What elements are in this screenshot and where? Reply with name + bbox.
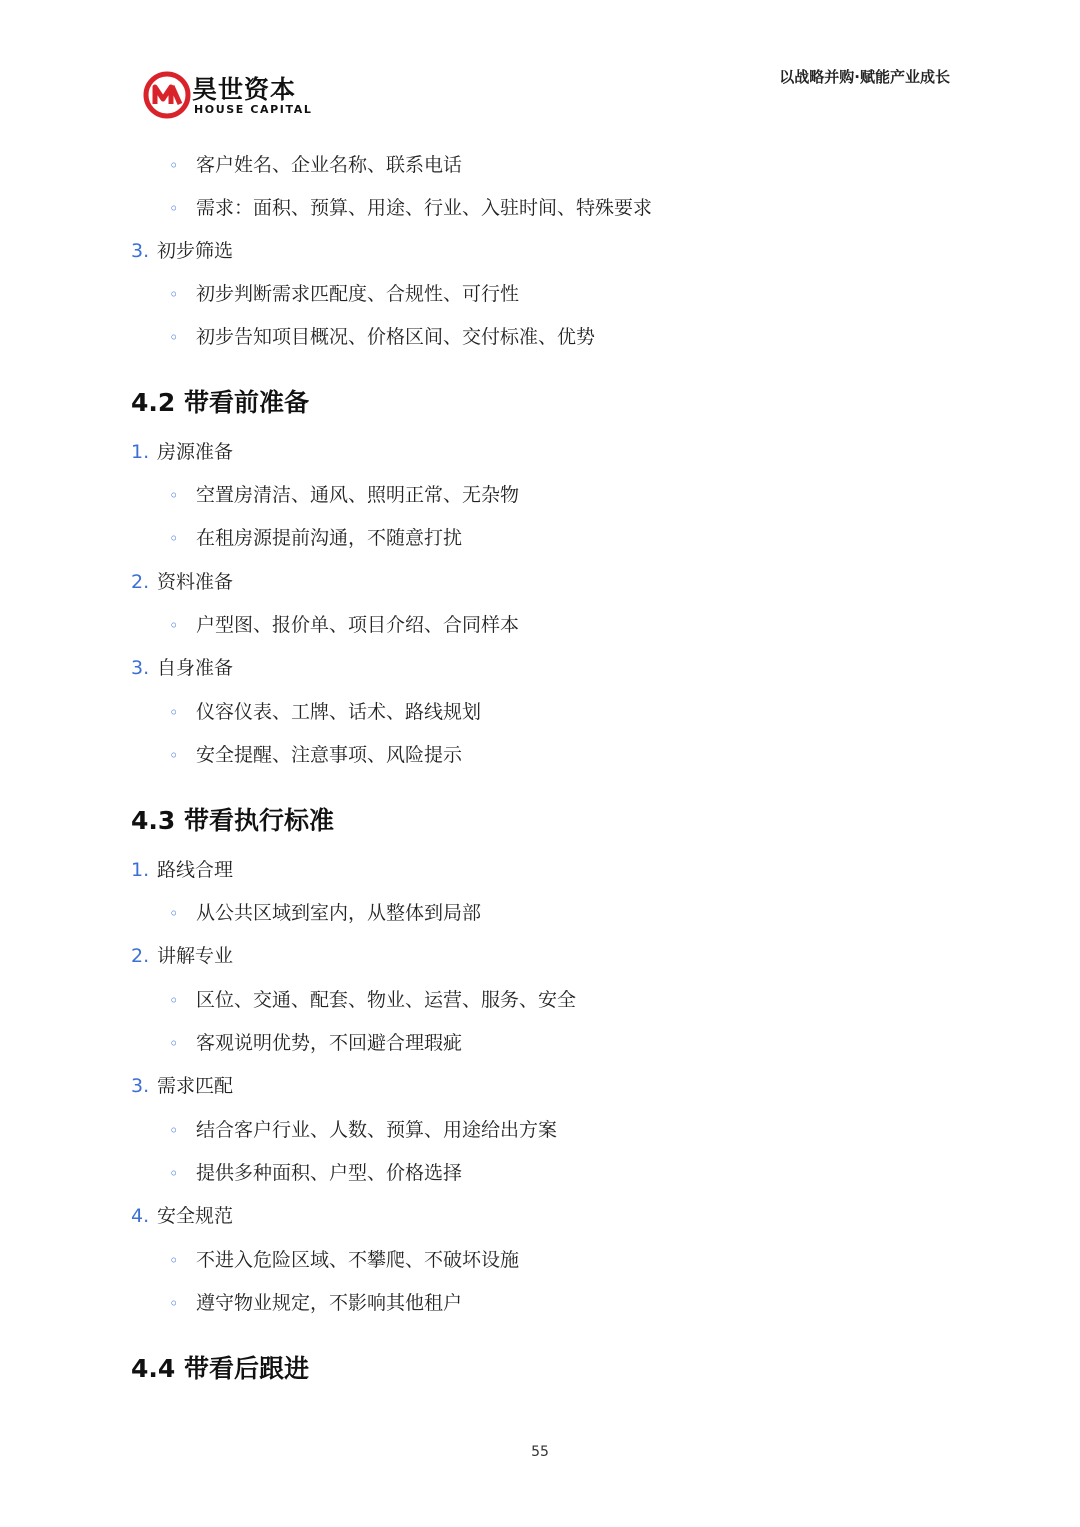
company-logo — [142, 70, 322, 120]
hollow-bullet-icon: ◦ — [169, 156, 179, 175]
hollow-bullet-icon: ◦ — [169, 904, 179, 923]
numbered-list-item — [131, 1071, 233, 1098]
list-item-text: 需求：面积、预算、用途、行业、入驻时间、特殊要求 — [196, 197, 653, 219]
list-item-text: 不进入危险区域、不攀爬、不破坏设施 — [196, 1249, 520, 1271]
numbered-list-item — [131, 236, 233, 263]
list-item-text: 从公共区域到室内，从整体到局部 — [196, 902, 482, 924]
hollow-bullet-icon: ◦ — [169, 1121, 179, 1140]
bullet-list-item — [169, 985, 576, 1012]
bullet-list-item — [169, 279, 519, 306]
hollow-bullet-icon: ◦ — [169, 1034, 179, 1053]
header-slogan: 以战略并购·赋能产业成长 — [779, 68, 950, 86]
list-item-text: 安全提醒、注意事项、风险提示 — [196, 744, 463, 766]
page-header — [0, 0, 1080, 140]
numbered-list-item — [131, 653, 233, 680]
list-item-text: 讲解专业 — [157, 945, 234, 967]
section-heading: 4.3 带看执行标准 — [131, 806, 334, 835]
logo-chinese-name: 昊世资本 — [192, 75, 297, 104]
list-number: 3. — [131, 657, 150, 679]
list-item-text: 客户姓名、企业名称、联系电话 — [196, 154, 463, 176]
list-item-text: 户型图、报价单、项目介绍、合同样本 — [196, 614, 520, 636]
list-item-text: 在租房源提前沟通，不随意打扰 — [196, 527, 463, 549]
bullet-list-item — [169, 193, 652, 220]
list-item-text: 结合客户行业、人数、预算、用途给出方案 — [196, 1119, 558, 1141]
list-item-text: 安全规范 — [157, 1205, 234, 1227]
list-item-text: 区位、交通、配套、物业、运营、服务、安全 — [196, 989, 577, 1011]
hollow-bullet-icon: ◦ — [169, 1294, 179, 1313]
bullet-list-item — [169, 150, 462, 177]
hollow-bullet-icon: ◦ — [169, 486, 179, 505]
hollow-bullet-icon: ◦ — [169, 991, 179, 1010]
numbered-list-item — [131, 855, 233, 882]
bullet-list-item — [169, 1288, 462, 1315]
bullet-list-item — [169, 1245, 519, 1272]
list-item-text: 资料准备 — [157, 571, 234, 593]
bullet-list-item — [169, 480, 519, 507]
bullet-list-item — [169, 1115, 557, 1142]
bullet-list-item — [169, 610, 519, 637]
numbered-list-item — [131, 941, 233, 968]
list-item-text: 路线合理 — [157, 859, 234, 881]
numbered-list-item — [131, 567, 233, 594]
bullet-list-item — [169, 523, 462, 550]
section-heading: 4.2 带看前准备 — [131, 388, 309, 417]
bullet-list-item — [169, 740, 462, 767]
hollow-bullet-icon: ◦ — [169, 328, 179, 347]
list-number: 1. — [131, 859, 150, 881]
hollow-bullet-icon: ◦ — [169, 746, 179, 765]
numbered-list-item — [131, 1201, 233, 1228]
logo-english-name: HOUSE CAPITAL — [194, 103, 313, 116]
hollow-bullet-icon: ◦ — [169, 285, 179, 304]
bullet-list-item — [169, 322, 595, 349]
section-heading: 4.4 带看后跟进 — [131, 1354, 309, 1383]
list-item-text: 空置房清洁、通风、照明正常、无杂物 — [196, 484, 520, 506]
list-item-text: 仪容仪表、工牌、话术、路线规划 — [196, 701, 482, 723]
list-item-text: 初步筛选 — [157, 240, 234, 262]
list-number: 2. — [131, 571, 150, 593]
list-item-text: 提供多种面积、户型、价格选择 — [196, 1162, 463, 1184]
list-number: 4. — [131, 1205, 150, 1227]
list-item-text: 客观说明优势，不回避合理瑕疵 — [196, 1032, 463, 1054]
bullet-list-item — [169, 1158, 462, 1185]
list-item-text: 初步判断需求匹配度、合规性、可行性 — [196, 283, 520, 305]
list-number: 1. — [131, 441, 150, 463]
list-item-text: 需求匹配 — [157, 1075, 234, 1097]
hollow-bullet-icon: ◦ — [169, 1164, 179, 1183]
list-item-text: 遵守物业规定，不影响其他租户 — [196, 1292, 463, 1314]
list-number: 2. — [131, 945, 150, 967]
list-item-text: 自身准备 — [157, 657, 234, 679]
list-item-text: 房源准备 — [157, 441, 234, 463]
bullet-list-item — [169, 697, 481, 724]
bullet-list-item — [169, 1028, 462, 1055]
bullet-list-item — [169, 898, 481, 925]
page-number: 55 — [531, 1444, 549, 1460]
hollow-bullet-icon: ◦ — [169, 199, 179, 218]
hollow-bullet-icon: ◦ — [169, 529, 179, 548]
numbered-list-item — [131, 437, 233, 464]
house-capital-logo-icon — [142, 70, 192, 120]
hollow-bullet-icon: ◦ — [169, 1251, 179, 1270]
hollow-bullet-icon: ◦ — [169, 703, 179, 722]
hollow-bullet-icon: ◦ — [169, 616, 179, 635]
list-number: 3. — [131, 1075, 150, 1097]
list-number: 3. — [131, 240, 150, 262]
list-item-text: 初步告知项目概况、价格区间、交付标准、优势 — [196, 326, 596, 348]
